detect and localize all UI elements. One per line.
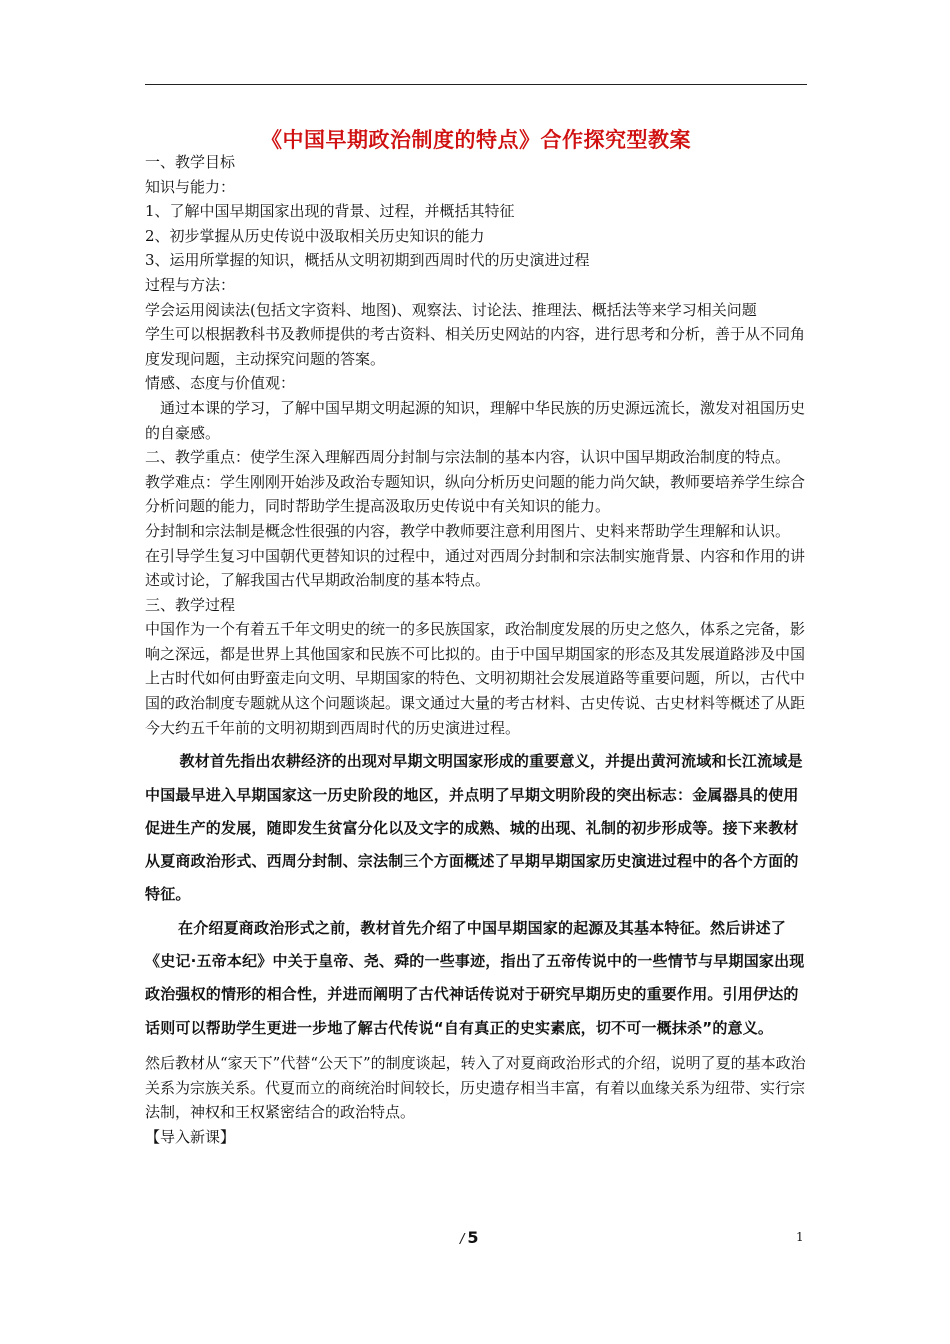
paragraph: 通过本课的学习，了解中国早期文明起源的知识，理解中华民族的历史源远流长，激发对祖国历史的自豪感。 xyxy=(145,398,806,442)
bold-paragraph: 在介绍夏商政治形式之前，教材首先介绍了中国早期国家的起源及其基本特征。然后讲述了《史记·五帝本纪》中关于皇帝、尧、舜的一些事迹，指出了五帝传说中的一些情节与早期国家出现政治强权的情形的相合性，并进而阐明了古代神话传说对于研究早期历史的重要作用。引用伊达的话则可以帮助学生更进一步地了解古代传说“自有真正的史实素底，切不可一概抹杀”的意义。 xyxy=(145,918,805,1037)
list-item: 2、初步掌握从历史传说中汲取相关历史知识的能力 xyxy=(145,226,485,245)
paragraph: 中国作为一个有着五千年文明史的统一的多民族国家，政治制度发展的历史之悠久，体系之完备，影响之深远，都是世界上其他国家和民族不可比拟的。由于中国早期国家的形态及其发展道路涉及中国上古时代如何由野蛮走向文明、早期国家的特色、文明初期社会发展道路等重要问题，所以，古代中国的政治制度专题就从这个问题谈起。课文通过大量的考古材料、古史传说、古史材料等概述了从距今大约五千年前的文明初期到西周时代的历史演进过程。 xyxy=(145,620,806,737)
header-rule xyxy=(145,84,807,85)
document-title: 《中国早期政治制度的特点》合作探究型教案 xyxy=(261,128,691,152)
page-count xyxy=(460,1228,479,1247)
paragraph: 学会运用阅读法(包括文字资料、地图)、观察法、讨论法、推理法、概括法等来学习相关问题 xyxy=(145,300,757,319)
subheading: 过程与方法： xyxy=(145,275,236,294)
section-heading: 一、教学目标 xyxy=(145,153,236,171)
paragraph: 在引导学生复习中国朝代更替知识的过程中，通过对西周分封制和宗法制实施背景、内容和作用的讲述或讨论，了解我国古代早期政治制度的基本特点。 xyxy=(145,546,806,590)
section-heading: 二、教学重点：使学生深入理解西周分封制与宗法制的基本内容，认识中国早期政治制度的特点。 xyxy=(145,448,791,467)
list-item: 1、了解中国早期国家出现的背景、过程，并概括其特征 xyxy=(145,202,515,221)
section-marker: 【导入新课】 xyxy=(145,1127,236,1146)
section-heading: 三、教学过程 xyxy=(145,595,236,614)
list-item: 3、运用所掌握的知识，概括从文明初期到西周时代的历史演进过程 xyxy=(145,251,590,270)
paragraph: 然后教材从“家天下”代替“公天下”的制度谈起，转入了对夏商政治形式的介绍，说明了夏的基本政治关系为宗族关系。代夏而立的商统治时间较长，历史遗存相当丰富，有着以血缘关系为纽带、实行宗法制，神权和王权紧密结合的政治特点。 xyxy=(145,1053,806,1122)
page-count-slash: / xyxy=(460,1232,465,1247)
subheading: 情感、态度与价值观： xyxy=(145,374,296,393)
paragraph: 分封制和宗法制是概念性很强的内容，教学中教师要注意利用图片、史料来帮助学生理解和认识。 xyxy=(145,521,791,540)
paragraph: 学生可以根据教科书及教师提供的考古资料、相关历史网站的内容，进行思考和分析，善于从不同角度发现问题，主动探究问题的答案。 xyxy=(145,325,806,368)
subheading: 知识与能力： xyxy=(145,177,236,196)
bold-paragraph: 教材首先指出农耕经济的出现对早期文明国家形成的重要意义，并提出黄河流域和长江流域是中国最早进入早期国家这一历史阶段的地区，并点明了早期文明阶段的突出标志：金属器具的使用促进生产的发展，随即发生贫富分化以及文字的成熟、城的出现、礼制的初步形成等。接下来教材从夏商政治形式、西周分封制、宗法制三个方面概述了早期早期国家历史演进过程中的各个方面的特征。 xyxy=(145,752,803,904)
page-number: 1 xyxy=(796,1230,804,1244)
document-body xyxy=(145,150,809,1149)
paragraph: 教学难点：学生刚刚开始涉及政治专题知识，纵向分析历史问题的能力尚欠缺，教师要培养学生综合分析问题的能力，同时帮助学生提高汲取历史传说中有关知识的能力。 xyxy=(145,472,806,516)
bold-excerpt xyxy=(145,745,809,1045)
page-total: 5 xyxy=(467,1228,479,1247)
